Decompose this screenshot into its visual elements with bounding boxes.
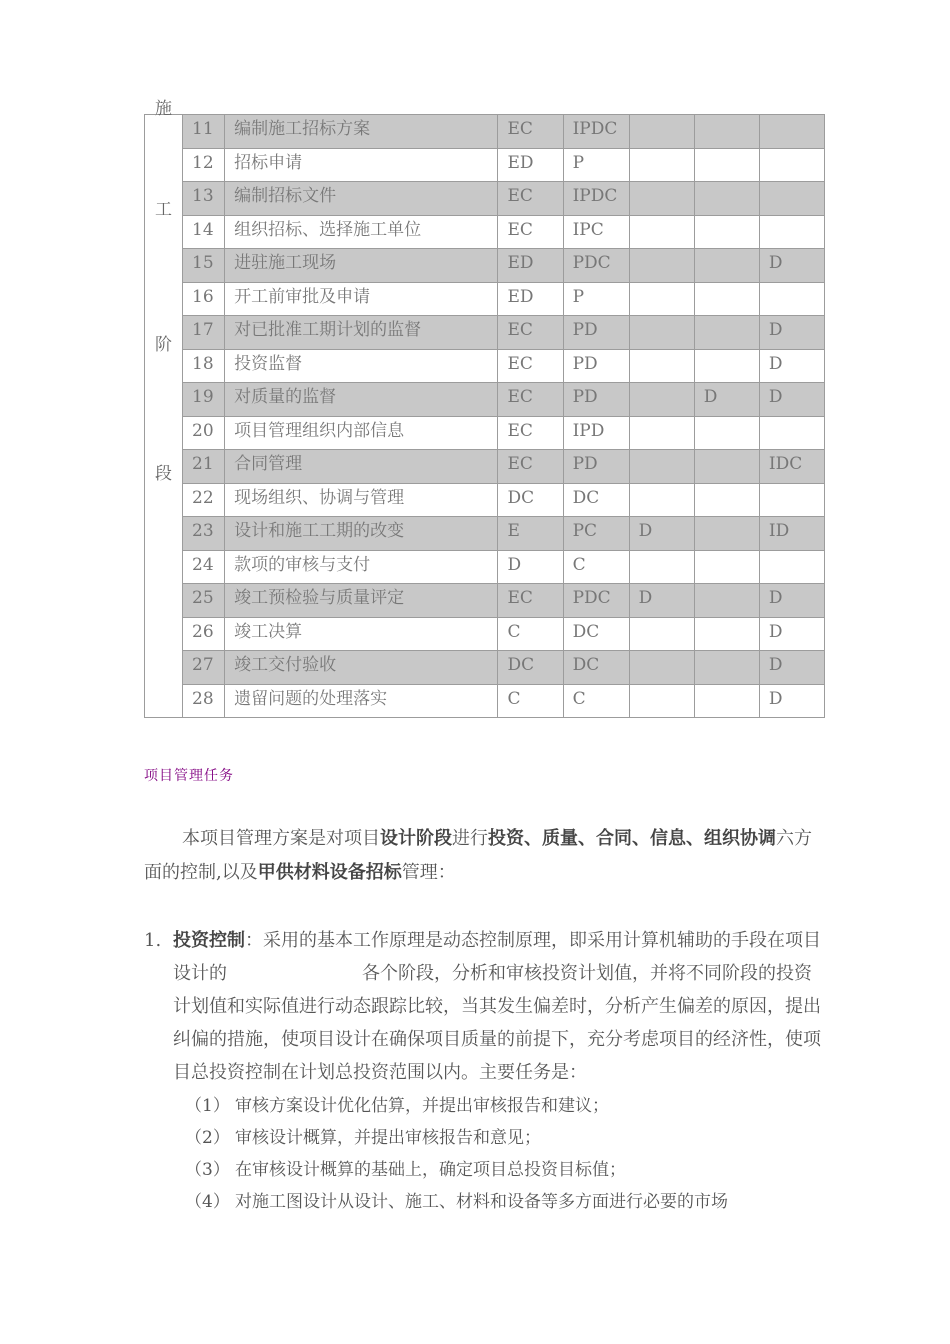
- row-number-cell: 21: [183, 450, 225, 484]
- role-code-cell: [694, 416, 759, 450]
- role-code-cell: [694, 584, 759, 618]
- role-code-cell: DC: [563, 483, 629, 517]
- role-code-cell: ED: [498, 249, 563, 283]
- table-row: [145, 416, 825, 450]
- role-code-cell: PD: [563, 383, 629, 417]
- table-row: [145, 215, 825, 249]
- role-code-cell: PDC: [563, 584, 629, 618]
- task-name-cell: 设计和施工工期的改变: [225, 517, 498, 551]
- role-code-cell: [629, 349, 694, 383]
- item-text-a: ：采用的基本工作原理是动态控制原理，即采用计算机辅助的手段在项目设计的: [173, 930, 821, 984]
- responsibility-table: [144, 99, 825, 718]
- task-name-cell: 竣工预检验与质量评定: [225, 584, 498, 618]
- role-code-cell: D: [759, 249, 824, 283]
- role-code-cell: P: [563, 282, 629, 316]
- task-name-cell: 编制施工招标方案: [225, 115, 498, 149]
- role-code-cell: [694, 182, 759, 216]
- row-number-cell: 16: [183, 282, 225, 316]
- role-code-cell: [629, 148, 694, 182]
- role-code-cell: [759, 483, 824, 517]
- phase-char: 施: [155, 99, 173, 119]
- role-code-cell: [694, 115, 759, 149]
- task-name-cell: 投资监督: [225, 349, 498, 383]
- role-code-cell: EC: [498, 584, 563, 618]
- row-number-cell: 14: [183, 215, 225, 249]
- role-code-cell: ED: [498, 282, 563, 316]
- role-code-cell: [694, 282, 759, 316]
- role-code-cell: ED: [498, 148, 563, 182]
- table-row: [145, 550, 825, 584]
- table-row: [145, 450, 825, 484]
- phase-cell: [145, 99, 183, 718]
- role-code-cell: [694, 684, 759, 718]
- role-code-cell: EC: [498, 416, 563, 450]
- role-code-cell: [694, 450, 759, 484]
- role-code-cell: D: [629, 517, 694, 551]
- role-code-cell: [694, 483, 759, 517]
- phase-char: 工: [155, 200, 173, 220]
- role-code-cell: D: [498, 550, 563, 584]
- role-code-cell: D: [694, 383, 759, 417]
- role-code-cell: E: [498, 517, 563, 551]
- row-number-cell: 20: [183, 416, 225, 450]
- role-code-cell: [629, 416, 694, 450]
- role-code-cell: C: [498, 684, 563, 718]
- role-code-cell: DC: [563, 617, 629, 651]
- section-heading: 项目管理任务: [144, 768, 234, 784]
- table-row: [145, 517, 825, 551]
- role-code-cell: EC: [498, 316, 563, 350]
- role-code-cell: D: [759, 316, 824, 350]
- role-code-cell: EC: [498, 383, 563, 417]
- role-code-cell: DC: [498, 651, 563, 685]
- role-code-cell: D: [759, 617, 824, 651]
- task-name-cell: 对已批准工期计划的监督: [225, 316, 498, 350]
- role-code-cell: [694, 517, 759, 551]
- role-code-cell: EC: [498, 115, 563, 149]
- role-code-cell: [694, 249, 759, 283]
- role-code-cell: [629, 182, 694, 216]
- role-code-cell: C: [498, 617, 563, 651]
- intro-paragraph: 本项目管理方案是对项目设计阶段进行投资、质量、合同、信息、组织协调六方面的控制,以及甲供材料设备招标管理：: [144, 828, 812, 883]
- table-row: [145, 584, 825, 618]
- role-code-cell: [694, 617, 759, 651]
- role-code-cell: PD: [563, 349, 629, 383]
- role-code-cell: [629, 617, 694, 651]
- role-code-cell: D: [759, 651, 824, 685]
- list-item-investment-control: [144, 924, 824, 1089]
- task-name-cell: 现场组织、协调与管理: [225, 483, 498, 517]
- item-title: 投资控制: [173, 930, 245, 951]
- row-number-cell: 19: [183, 383, 225, 417]
- table-row: [145, 617, 825, 651]
- table-row: [145, 249, 825, 283]
- sub-item: （1） 审核方案设计优化估算，并提出审核报告和建议；: [185, 1096, 609, 1116]
- role-code-cell: [759, 148, 824, 182]
- role-code-cell: [629, 684, 694, 718]
- role-code-cell: EC: [498, 450, 563, 484]
- table-row: [145, 483, 825, 517]
- role-code-cell: ID: [759, 517, 824, 551]
- role-code-cell: PD: [563, 316, 629, 350]
- role-code-cell: DC: [563, 651, 629, 685]
- role-code-cell: EC: [498, 182, 563, 216]
- role-code-cell: C: [563, 684, 629, 718]
- task-name-cell: 对质量的监督: [225, 383, 498, 417]
- task-name-cell: 进驻施工现场: [225, 249, 498, 283]
- sub-item: （3） 在审核设计概算的基础上，确定项目总投资目标值；: [185, 1160, 626, 1180]
- row-number-cell: 25: [183, 584, 225, 618]
- row-number-cell: 27: [183, 651, 225, 685]
- table-row: [145, 383, 825, 417]
- sub-item: （4） 对施工图设计从设计、施工、材料和设备等多方面进行必要的市场: [185, 1192, 728, 1212]
- task-name-cell: 竣工交付验收: [225, 651, 498, 685]
- role-code-cell: PD: [563, 450, 629, 484]
- role-code-cell: IPDC: [563, 182, 629, 216]
- role-code-cell: [629, 483, 694, 517]
- task-name-cell: 遗留问题的处理落实: [225, 684, 498, 718]
- table-row: [145, 182, 825, 216]
- row-number-cell: 24: [183, 550, 225, 584]
- role-code-cell: [759, 115, 824, 149]
- table-row: [145, 316, 825, 350]
- row-number-cell: 18: [183, 349, 225, 383]
- role-code-cell: [759, 215, 824, 249]
- role-code-cell: [629, 316, 694, 350]
- role-code-cell: [629, 651, 694, 685]
- table-row: [145, 651, 825, 685]
- role-code-cell: EC: [498, 215, 563, 249]
- role-code-cell: [629, 450, 694, 484]
- role-code-cell: [629, 115, 694, 149]
- row-number-cell: 23: [183, 517, 225, 551]
- task-name-cell: 组织招标、选择施工单位: [225, 215, 498, 249]
- row-number-cell: 17: [183, 316, 225, 350]
- role-code-cell: D: [629, 584, 694, 618]
- role-code-cell: [629, 249, 694, 283]
- role-code-cell: DC: [498, 483, 563, 517]
- role-code-cell: P: [563, 148, 629, 182]
- role-code-cell: [629, 383, 694, 417]
- task-name-cell: 开工前审批及申请: [225, 282, 498, 316]
- task-name-cell: 竣工决算: [225, 617, 498, 651]
- row-number-cell: 22: [183, 483, 225, 517]
- table-row: [145, 115, 825, 149]
- role-code-cell: [759, 416, 824, 450]
- role-code-cell: [694, 651, 759, 685]
- role-code-cell: IPD: [563, 416, 629, 450]
- role-code-cell: [629, 550, 694, 584]
- role-code-cell: D: [759, 684, 824, 718]
- role-code-cell: [759, 550, 824, 584]
- role-code-cell: [759, 282, 824, 316]
- list-number: 1.: [144, 930, 162, 951]
- task-sublist: [185, 1090, 728, 1218]
- role-code-cell: [694, 316, 759, 350]
- role-code-cell: [694, 349, 759, 383]
- table-row: [145, 349, 825, 383]
- role-code-cell: [694, 148, 759, 182]
- role-code-cell: [629, 282, 694, 316]
- task-name-cell: 合同管理: [225, 450, 498, 484]
- role-code-cell: D: [759, 584, 824, 618]
- role-code-cell: [759, 182, 824, 216]
- table-row: [145, 684, 825, 718]
- task-name-cell: 款项的审核与支付: [225, 550, 498, 584]
- role-code-cell: C: [563, 550, 629, 584]
- item-text-b: 各个阶段，分析和审核投资计划值，并将不同阶段的投资计划值和实际值进行动态跟踪比较，当其发生偏差时，分析产生偏差的原因，提出纠偏的措施，使项目设计在确保项目质量的前提下，充分考虑项目的经济性，使项目总投资控制在计划总投资范围以内。主要任务是：: [173, 963, 821, 1083]
- role-code-cell: IPDC: [563, 115, 629, 149]
- role-code-cell: EC: [498, 349, 563, 383]
- role-code-cell: IPC: [563, 215, 629, 249]
- role-code-cell: [694, 550, 759, 584]
- table-row: [145, 148, 825, 182]
- sub-item: （2） 审核设计概算，并提出审核报告和意见；: [185, 1128, 541, 1148]
- role-code-cell: D: [759, 349, 824, 383]
- row-number-cell: 28: [183, 684, 225, 718]
- table-row: [145, 282, 825, 316]
- task-name-cell: 招标申请: [225, 148, 498, 182]
- role-code-cell: [694, 215, 759, 249]
- phase-char: 段: [155, 464, 173, 484]
- role-code-cell: PC: [563, 517, 629, 551]
- role-code-cell: PDC: [563, 249, 629, 283]
- role-code-cell: D: [759, 383, 824, 417]
- row-number-cell: 13: [183, 182, 225, 216]
- row-number-cell: 15: [183, 249, 225, 283]
- role-code-cell: IDC: [759, 450, 824, 484]
- row-number-cell: 11: [183, 115, 225, 149]
- phase-char: 阶: [155, 335, 173, 355]
- row-number-cell: 12: [183, 148, 225, 182]
- task-name-cell: 项目管理组织内部信息: [225, 416, 498, 450]
- role-code-cell: [629, 215, 694, 249]
- task-name-cell: 编制招标文件: [225, 182, 498, 216]
- row-number-cell: 26: [183, 617, 225, 651]
